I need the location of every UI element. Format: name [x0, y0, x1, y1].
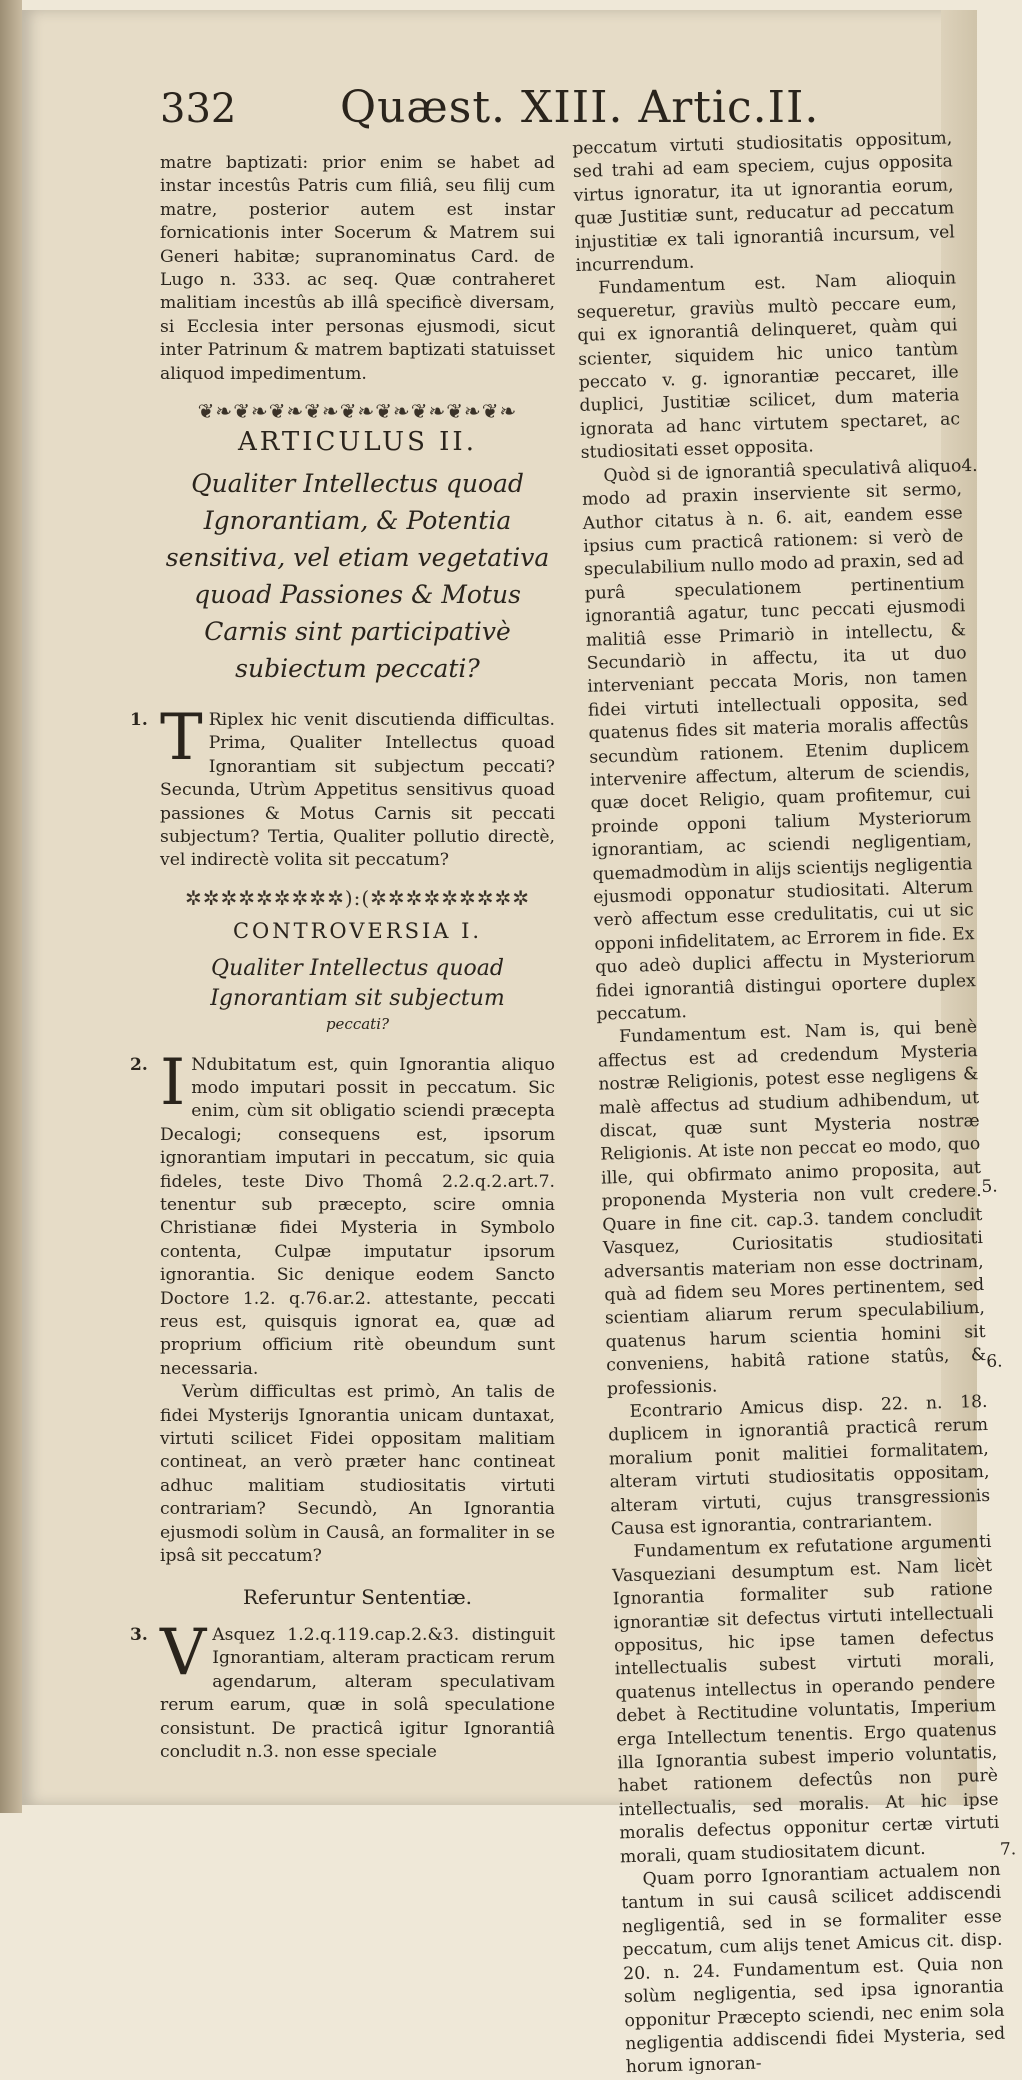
ornament-divider: ❦❧❦❧❦❧❦❧❦❧❦❧❦❧❦❧❦❧	[197, 399, 518, 424]
drop-cap: V	[160, 1615, 207, 1690]
controversia-title	[160, 954, 555, 1034]
page-number: 332	[160, 86, 237, 132]
paragraph-text: Fundamentum est. Nam is, qui benè affectus est ad credendum Mysteria nostræ Religionis, potest esse negligens & malè affectus ad studium adhibendum, ut discat, quæ sunt Mysteria nostræ Religionis. At iste non peccat eo modo, quo ille, qui obfirmato animo proposita, aut proponenda Mysteria non vult credere. Quare in fine cit. cap.3. tandem concludit Vasquez, Curiositatis studiositati adversantis materiam non esse doctrinam, quà ad fidem seu Mores pertinentem, sed scientiam aliarum rerum speculabilium, quatenus harum scientia homini sit conveniens, habitâ ratione statûs, & professionis.	[597, 1017, 987, 1400]
ornament-divider: ✲✲✲✲✲✲✲✲✲):(✲✲✲✲✲✲✲✲✲	[185, 885, 530, 910]
articulus-title: Qualiter Intellectus quoad Ignorantiam, & Potentia sensitiva, vel etiam vegetativa quoad Passiones & Motus Carnis sint participativè subiectum peccati?	[165, 468, 550, 683]
book-edge	[0, 0, 22, 1813]
subheading: Referuntur Sententiæ.	[242, 1585, 473, 1610]
articulus-heading: ARTICULUS II.	[238, 427, 477, 458]
right-column	[572, 127, 1017, 2080]
paragraph-text: Riplex hic venit discutienda difficultas. Prima, Qualiter Intellectus quoad Ignorantiam sit subjectum peccati? Secunda, Utrùm Appetitus sensitivus quoad passiones & Motus Carnis sit peccati subjectum? Tertia, Qualiter pollutio directè, vel indirectè volita sit peccatum?	[160, 709, 555, 871]
paragraph-number: 1.	[130, 709, 148, 730]
controversia-heading: CONTROVERSIA I.	[232, 919, 483, 944]
paragraph-5	[597, 1016, 998, 1401]
paragraph-6	[607, 1351, 1003, 1542]
paragraph-number: 4.	[961, 455, 978, 476]
paragraph-text: Econtrario Amicus disp. 22. n. 18. duplicem in ignorantiâ practicâ rerum moralium ponit malitiei formalitatem, alteram virtuti studiositatis oppositam, alteram virtuti, cujus transgressionis Causa est ignorantia, contrariantem.	[607, 1391, 991, 1540]
paragraph-number: 7.	[999, 1839, 1017, 1860]
controversia-title-text: Qualiter Intellectus quoad Ignorantiam sit subjectum	[210, 955, 505, 1011]
left-column	[130, 152, 555, 1764]
paragraph-4	[581, 455, 977, 1027]
controversia-title-end: peccati?	[325, 1014, 390, 1033]
paragraph-text: Quam porro Ignorantiam actualem non tantum in sui causâ scilicet addiscendi negligentiâ, sed in se formaliter esse peccatum, cum alijs tenet Amicus cit. disp. 20. n. 24. Fundamentum est. Quia non solùm negligentia, sed ipsa ignorantia opponitur Præcepto sciendi, nec enim sola negligentia addiscendi fidei Mysteria, sed horum ignoran-	[621, 1859, 1006, 2078]
paragraph-7	[620, 1839, 1017, 2080]
paragraph-text: Verùm difficultas est primò, An talis de fidei Mysterijs Ignorantia unicam duntaxat, virtuti scilicet Fidei oppositam malitiam contineat, an verò præter hanc contineat adhuc malitiam studiositatis virtuti contrariam? Secundò, An Ignorantia ejusmodi solùm in Causâ, an formaliter in se ipsâ sit peccatum?	[160, 1382, 555, 1567]
paragraph-text: Fundamentum ex refutatione argumenti Vasqueziani desumptum est. Nam licèt Ignorantia formaliter sub ratione ignorantiæ sit defectus virtuti intellectuali oppositus, hic ipse tamen defectus intellectualis subest virtuti morali, quatenus intellectus in operando pendere debet à Rectitudine voluntatis, Imperium erga Intellectum tenentis. Ergo quatenus illa Ignorantia subest imperio voluntatis, habet rationem defectûs non purè intellectualis, sed moralis. At hic ipse moralis defectus opponitur certæ virtuti morali, quam studiositatem dicunt.	[611, 1532, 1000, 1867]
paragraph-number: 6.	[986, 1351, 1003, 1372]
running-title: Quæst. XIII. Artic.II.	[340, 82, 820, 133]
left-continuation-text: matre baptizati: prior enim se habet ad instar incestûs Patris cum filiâ, seu filij cum matre, posterior autem est instar fornicationis inter Socerum & Matrem sui Generi habitæ; supranominatus Card. de Lugo n. 333. ac seq. Quæ contraheret malitiam incestûs ab illâ specificè diversam, si Ecclesia inter personas ejusmodi, sicut inter Patrinum & matrem baptizati statuisset aliquod impedimentum.	[160, 153, 555, 384]
drop-cap: T	[160, 700, 203, 775]
paragraph-2	[130, 1045, 555, 1382]
paragraph-text: Quòd si de ignorantiâ speculativâ aliquo modo ad praxin inserviente sit sermo, Author citatus à n. 6. ait, eandem esse ipsius cum practicâ rationem: si verò de speculabilium nullo modo ad praxin, sed ad purâ speculationem pertinentium ignorantiâ agatur, tunc peccati ejusmodi malitiâ esse Primariò in intellectu, & Secundariò in affectu, ita ut duo interveniant peccata Moris, non tamen fidei virtuti intellectuali opposita, sed quatenus fides sit materia moralis affectûs secundùm rationem. Etenim duplicem intervenire affectum, alterum de sciendis, quæ docet Religio, quam profitemur, cui proinde opponi talium Mysteriorum ignorantiam, ac sciendi negligentiam, quemadmodùm in alijs scientijs negligentia ejusmodi opponatur studiositati. Alterum verò affectum esse credulitatis, cui ut sic opponi infidelitatem, ac Errorem in fide. Ex quo adeò duplici affectu in Mysteriorum fidei ignorantiâ distingui oportere duplex peccatum.	[581, 455, 976, 1025]
paragraph-text: Asquez 1.2.q.119.cap.2.&3. distinguit Ignorantiam, alteram practicam rerum agendarum, alteram speculativam rerum earum, quæ in solâ speculatione consistunt. De practicâ igitur Ignorantiâ concludit n.3. non esse speciale	[160, 1624, 555, 1762]
drop-cap: I	[160, 1045, 186, 1120]
paragraph-text: Fundamentum est. Nam alioquin sequeretur, graviùs multò peccare eum, qui ex ignorantiâ delinqueret, quàm qui scienter, siquidem hic unico tantùm peccato v. g. ignorantiæ peccaret, ille duplici, Justitiæ scilicet, dum materia ignorata ad hanc virtutem spectaret, ac studiositati esset opposita.	[576, 268, 961, 464]
paragraph-text: Ndubitatum est, quin Ignorantia aliquo modo imputari possit in peccatum. Sic enim, cùm sit obligatio sciendi præcepta Decalogi; consequens est, ipsorum ignorantiam imputari in peccatum, sic quia fideles, teste Divo Thomâ 2.2.q.2.art.7. tenentur sub præcepto, scire omnia Christianæ fidei Mysteria in Symbolo contenta, Culpæ imputatur ipsorum ignorantia. Sic denique eodem Sancto Doctore 1.2. q.76.ar.2. attestante, peccati reus est, quisquis ignorat ea, quæ ad proprium officium ritè obeundum sunt necessaria.	[160, 1054, 555, 1379]
paragraph-number: 3.	[130, 1624, 148, 1645]
paragraph-number: 2.	[130, 1054, 148, 1075]
paragraph-1	[130, 700, 555, 873]
paragraph-number: 5.	[981, 1176, 998, 1198]
paragraph-3	[130, 1615, 555, 1764]
paragraph-text: peccatum virtuti studiositatis oppositum, sed trahi ad eam speciem, cujus opposita virtus ignoratur, ita ut ignorantia eorum, quæ Justitiæ sunt, reducatur ad peccatum injustitiæ ex tali ignorantiâ incursum, vel incurrendum.	[572, 128, 956, 276]
